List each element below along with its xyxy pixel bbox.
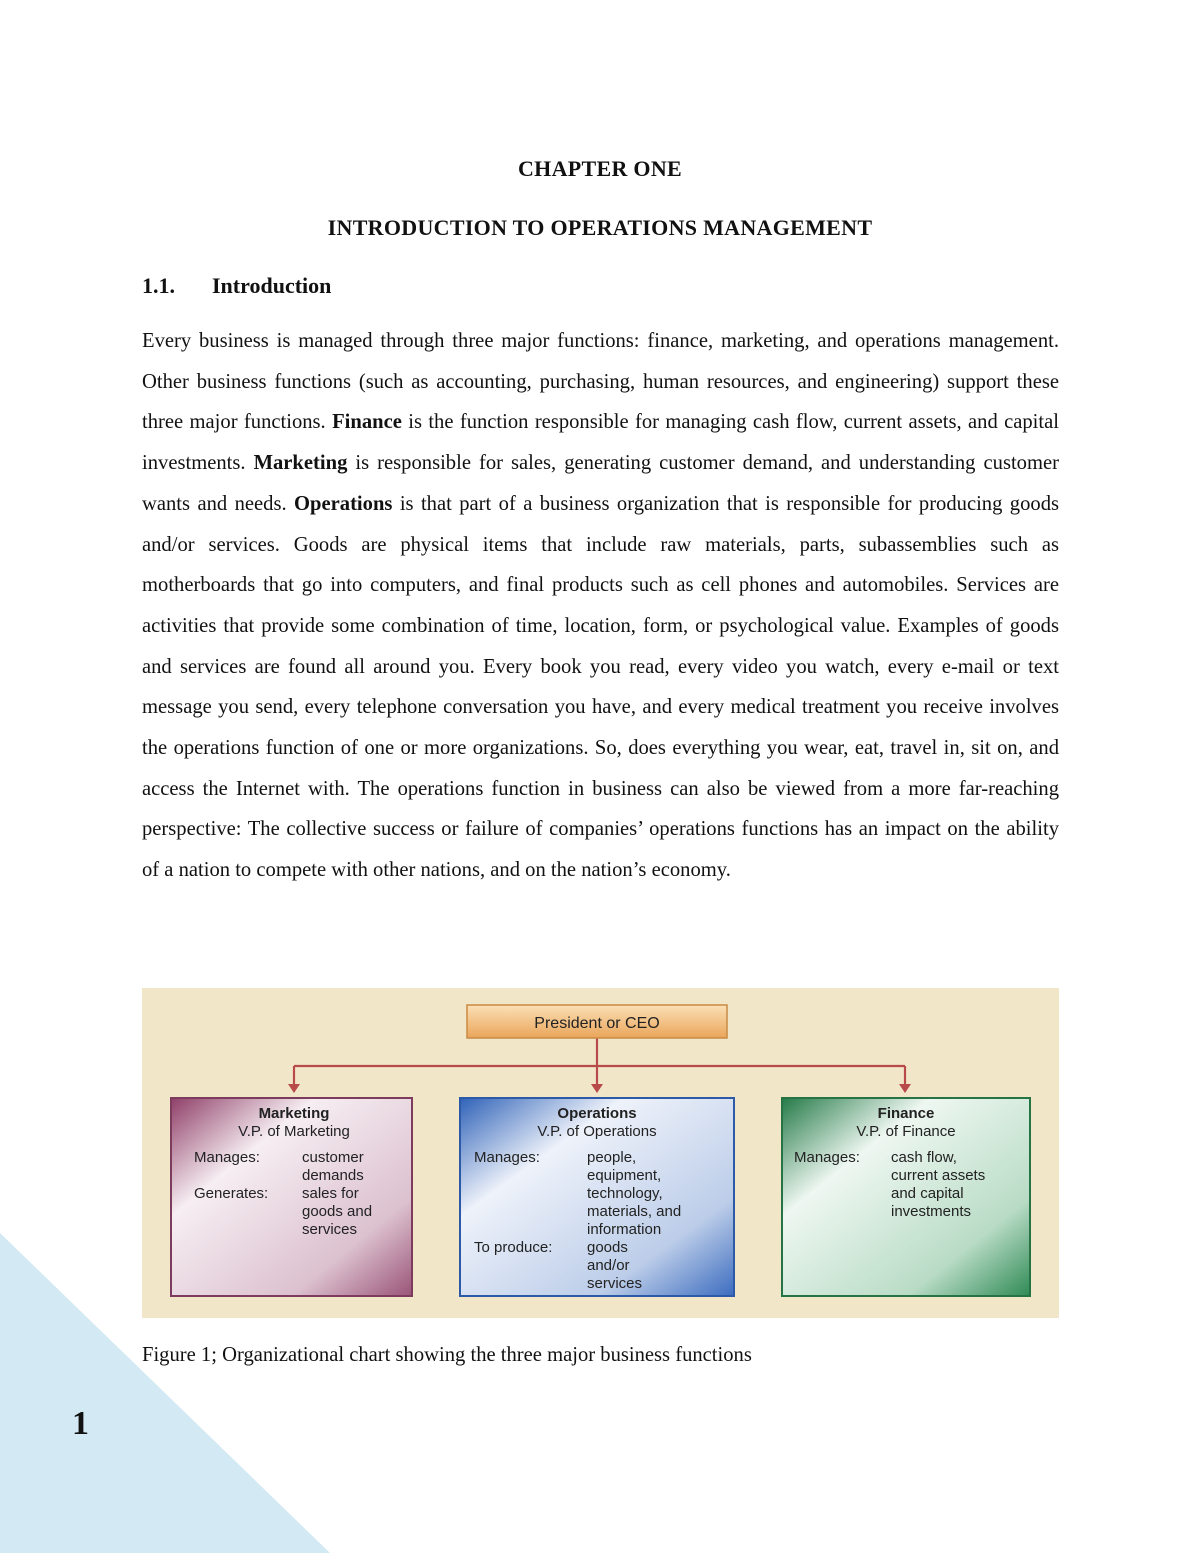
section-title: Introduction	[212, 273, 332, 298]
operations-box	[460, 1098, 734, 1296]
marketing-manages-label: Manages:	[194, 1149, 260, 1166]
marketing-box	[171, 1098, 412, 1296]
chapter-heading: CHAPTER ONE	[517, 156, 683, 181]
marketing-manages-value-2: demands	[302, 1167, 364, 1184]
paragraph-text-4: is that part of a business organization that is responsible for producing goods and/or services. Goods are physical items that include raw materials, parts, subassemblies such as motherboards that go into computers, and final products such as cell phones and automobiles. Services are activities that provide some combination of time, location, form, or psychological value. Examples of goods and services are found all around you. Every book you read, every video you watch, every e-mail or text message you send, every telephone conversation you have, and every medical treatment you receive involves the operations function of one or more organizations. So, does everything you wear, eat, travel in, sit on, and access the Internet with. The operations function in business can also be viewed from a more far-reaching perspective: The collective success or failure of companies’ operations functions has an impact on the ability of a nation to compete with other nations, and on the nation’s economy.	[142, 492, 1059, 882]
term-operations: Operations	[294, 492, 393, 515]
paragraph-text-3: is responsible for sales, generating customer demand, and understanding customer wants and needs.	[142, 452, 1059, 515]
marketing-vp: V.P. of Marketing	[238, 1123, 350, 1140]
chapter-title: INTRODUCTION TO OPERATIONS MANAGEMENT	[327, 215, 873, 240]
operations-produce-value-3: services	[587, 1275, 643, 1292]
org-chart-figure	[142, 988, 1059, 1318]
marketing-generates-value-1: sales for	[302, 1185, 359, 1202]
marketing-generates-value-3: services	[302, 1221, 358, 1238]
operations-vp: V.P. of Operations	[537, 1123, 657, 1140]
finance-box	[782, 1098, 1030, 1296]
paragraph-text-2: is the function responsible for managing cash flow, current assets, and capital investments.	[142, 411, 1059, 475]
operations-manages-value-3: technology,	[587, 1185, 663, 1202]
president-ceo-label: President or CEO	[534, 1015, 660, 1032]
marketing-generates-value-2: goods and	[302, 1203, 373, 1220]
finance-vp: V.P. of Finance	[856, 1123, 956, 1140]
page-number: 1	[72, 1405, 89, 1442]
operations-manages-value-2: equipment,	[587, 1167, 662, 1184]
section-number: 1.1.	[142, 273, 175, 298]
finance-manages-value-4: investments	[891, 1203, 972, 1220]
finance-manages-value-1: cash flow,	[891, 1149, 957, 1166]
marketing-manages-value-1: customer	[302, 1149, 364, 1166]
term-finance: Finance	[332, 411, 402, 434]
finance-manages-value-2: current assets	[891, 1167, 986, 1184]
section-heading	[142, 273, 331, 299]
intro-paragraph	[142, 321, 1059, 891]
paragraph-text-1: Every business is managed through three major functions: finance, marketing, and operations management. Other business functions (such as accounting, purchasing, human resources, and engineering) support these three major functions.	[142, 330, 1059, 434]
operations-produce-value-2: and/or	[587, 1257, 630, 1274]
finance-manages-label: Manages:	[794, 1149, 860, 1166]
finance-manages-value-3: and capital	[891, 1185, 964, 1202]
marketing-generates-label: Generates:	[194, 1185, 269, 1202]
operations-produce-value-1: goods	[587, 1239, 628, 1256]
operations-manages-value-5: information	[587, 1221, 662, 1238]
operations-produce-label: To produce:	[474, 1239, 553, 1256]
operations-title: Operations	[557, 1105, 637, 1122]
operations-manages-value-4: materials, and	[587, 1203, 682, 1220]
figure-caption: Figure 1; Organizational chart showing the three major business functions	[142, 1344, 752, 1366]
operations-manages-value-1: people,	[587, 1149, 637, 1166]
finance-title: Finance	[877, 1105, 935, 1122]
term-marketing: Marketing	[253, 452, 348, 475]
marketing-title: Marketing	[258, 1105, 330, 1122]
president-ceo-box	[467, 1005, 727, 1038]
operations-manages-label: Manages:	[474, 1149, 540, 1166]
